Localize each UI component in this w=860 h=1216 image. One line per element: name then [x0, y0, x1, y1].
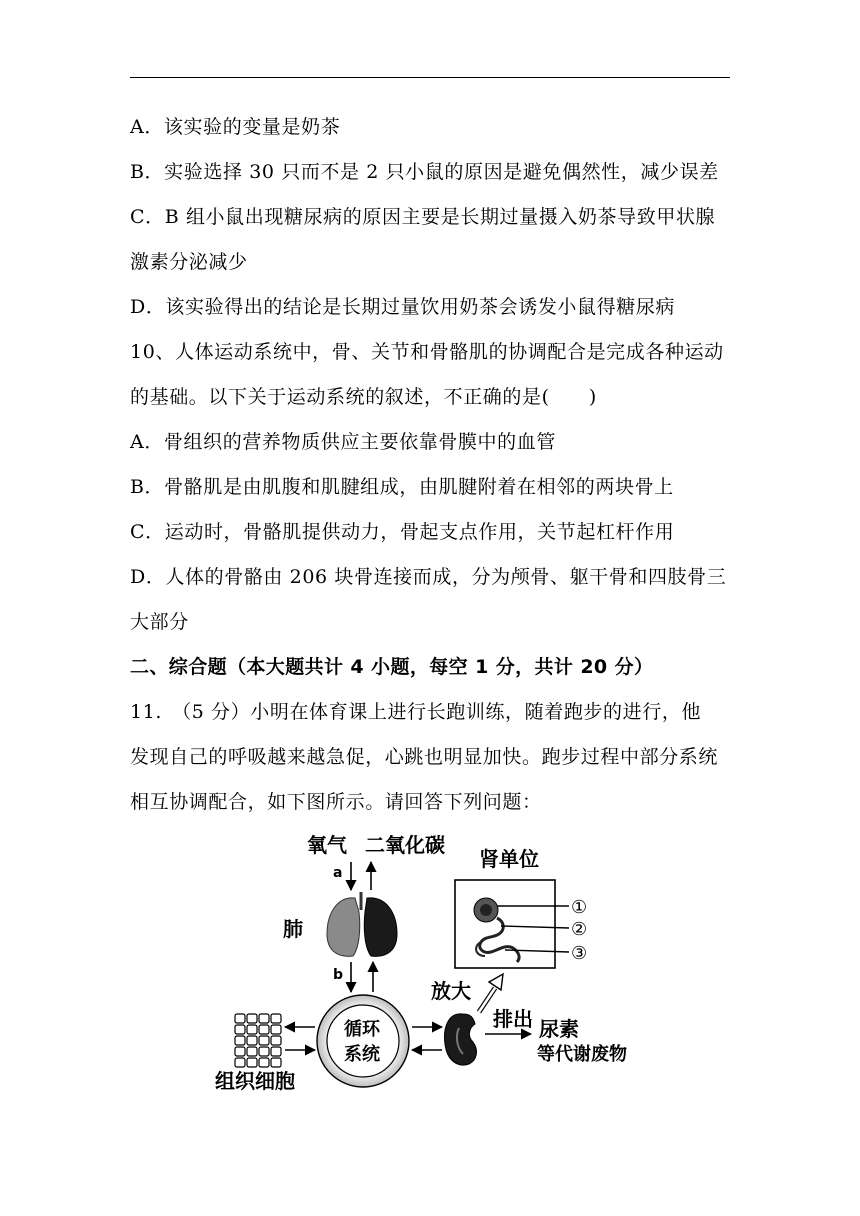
circulation-label-2: 系统 [344, 1044, 380, 1065]
question-11-stem-line-3: 相互协调配合，如下图所示。请回答下列问题： [130, 791, 542, 813]
header-rule [130, 77, 730, 78]
magnify-arrow-head [489, 974, 503, 990]
section-heading: 二、综合题（本大题共计 4 小题，每空 1 分，共计 20 分） [130, 656, 654, 678]
option-c-q9: C．B 组小鼠出现糖尿病的原因主要是长期过量摄入奶茶导致甲状腺 [130, 206, 716, 228]
option-c-q9-continued: 激素分泌减少 [130, 251, 248, 273]
marker-3: ③ [571, 943, 588, 964]
circulation-inner-ring [327, 1005, 399, 1077]
question-11-stem: 11. （5 分）小明在体育课上进行长跑训练，随着跑步的进行，他 [130, 701, 702, 723]
arrow-a-label: a [333, 865, 343, 881]
circulation-label-1: 循环 [344, 1019, 380, 1040]
marker-1: ① [571, 897, 588, 918]
option-b-q10: B．骨骼肌是由肌腹和肌腱组成，由肌腱附着在相邻的两块骨上 [130, 476, 674, 498]
tissue-cells-label: 组织细胞 [215, 1069, 295, 1092]
kidney-icon [445, 1014, 477, 1065]
body-systems-diagram [205, 822, 655, 1092]
option-a-q9: A．该实验的变量是奶茶 [130, 116, 341, 138]
option-b-q9: B．实验选择 30 只而不是 2 只小鼠的原因是避免偶然性，减少误差 [130, 161, 719, 183]
option-c-q10: C．运动时，骨骼肌提供动力，骨起支点作用，关节起杠杆作用 [130, 521, 675, 543]
option-d-q9: D．该实验得出的结论是长期过量饮用奶茶会诱发小鼠得糖尿病 [130, 296, 676, 318]
question-11-stem-line-2: 发现自己的呼吸越来越急促，心跳也明显加快。跑步过程中部分系统 [130, 746, 719, 768]
tissue-cells-icon [235, 1014, 281, 1067]
excrete-label: 排出 [493, 1007, 533, 1031]
nephron-frame [455, 880, 555, 968]
magnify-label: 放大 [431, 979, 471, 1003]
option-a-q10: A．骨组织的营养物质供应主要依靠骨膜中的血管 [130, 431, 556, 453]
option-d-q10-continued: 大部分 [130, 611, 189, 633]
marker-2: ② [571, 919, 588, 940]
oxygen-label: 氧气 [307, 833, 347, 857]
urea-label: 尿素 [539, 1017, 579, 1041]
question-10-stem: 10、人体运动系统中，骨、关节和骨骼肌的协调配合是完成各种运动 [130, 341, 724, 363]
carbon-dioxide-label: 二氧化碳 [365, 833, 445, 857]
nephron-label: 肾单位 [479, 847, 539, 871]
metabolic-waste-label: 等代谢废物 [537, 1044, 627, 1065]
arrow-b-label: b [333, 967, 344, 983]
option-d-q10: D．人体的骨骼由 206 块骨连接而成，分为颅骨、躯干骨和四肢骨三 [130, 566, 727, 588]
lungs-icon [327, 892, 397, 956]
lung-label: 肺 [283, 917, 303, 941]
question-10-stem-continued: 的基础。以下关于运动系统的叙述，不正确的是( ) [130, 386, 597, 408]
